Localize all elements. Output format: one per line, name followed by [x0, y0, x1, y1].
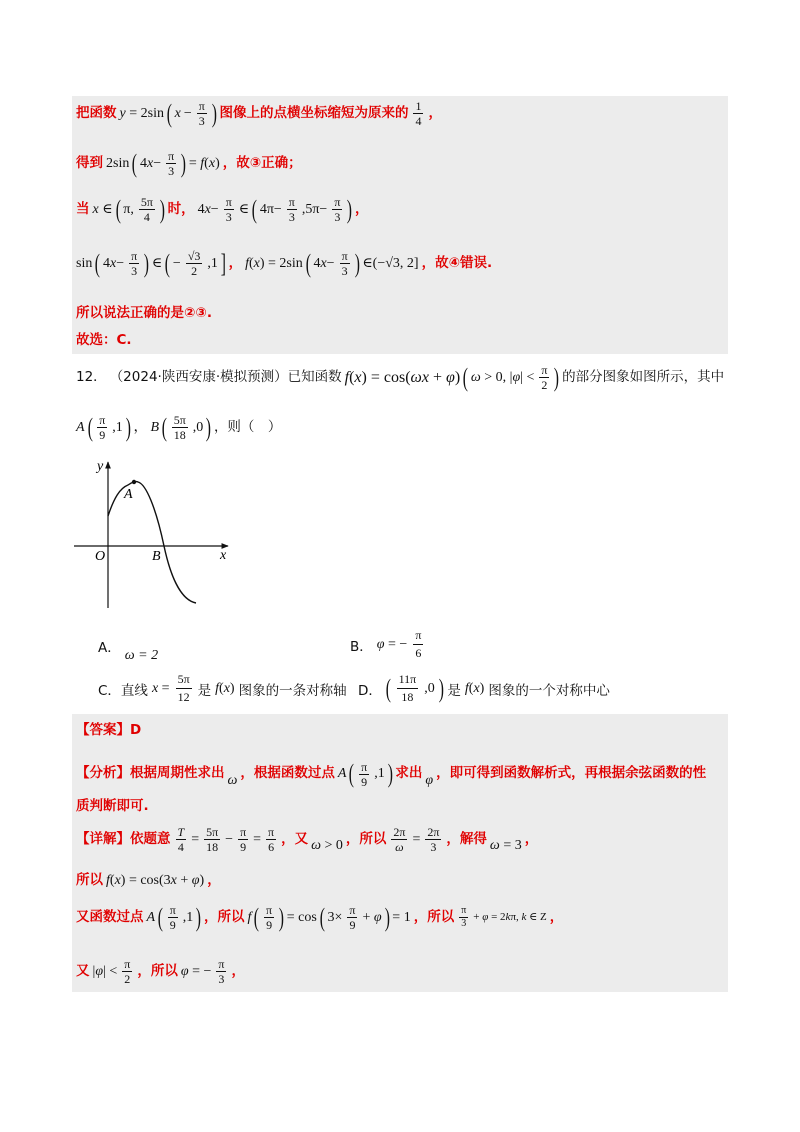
- analysis-line-2: 质判断即可.: [76, 798, 149, 814]
- option-b[interactable]: B． φ = − $\frac{\pi}{6}$: [350, 628, 422, 660]
- analysis-line-1: 【分析】根据周期性求出 ω ，根据函数过点 A ( $\frac{\pi}{9}$ ,1 ) 求出 φ ，即可得到函数解析式，再根据余弦函数的性: [76, 759, 707, 789]
- option-c[interactable]: C．直线 x = $\frac{5\pi}{12}$ 是 f(x) 图象的一条对称轴: [98, 672, 347, 704]
- solution-line-3: 当 x ∈ ( π, $\frac{5\pi}{4}$ ) 时， 4x− $\frac{\pi}{3}$ ∈ ( 4π− $\frac{\pi}{3}$ ,5π− $\frac{\pi}{3}$ ) ，: [76, 194, 369, 224]
- question-12-stem: 12． （2024·陕西安康·模拟预测）已知函数 f(x) = cos(ωx + φ) ( ω > 0, |φ| < $\frac{\pi}{2}$ ) 的部分图象如图所示，其中: [76, 362, 725, 392]
- detail-line-2: 所以 f(x) = cos(3x + φ) ，: [76, 872, 221, 889]
- question-12-points: A ( $\frac{\pi}{9}$ ,1 ) ， B ( $\frac{5\pi}{18}$ ,0 ) ，则（ ）: [76, 412, 282, 442]
- y-axis-label: y: [97, 459, 104, 474]
- solution-line-4: sin ( 4x− $\frac{\pi}{3}$ ) ∈ ( − $\frac{√3}{2}$ ,1 ] ， f(x) = 2sin ( 4x− $\frac{\pi}{3}$ ) ∈(−√3, 2] ，故④错误.: [76, 248, 493, 278]
- option-a[interactable]: A． ω = 2: [98, 640, 159, 663]
- detail-line-4: 又 |φ| < $\frac{\pi}{2}$ ，所以 φ = − $\frac{\pi}{3}$ ，: [76, 957, 245, 986]
- option-d[interactable]: D． ( $\frac{11\pi}{18}$ ,0 ) 是 f(x) 图象的一个对称中心: [358, 672, 610, 704]
- solution-line-1: 把函数 y = 2sin ( x − $\frac{\pi}{3}$ ) 图像上的点横坐标缩短为原来的 $\frac{1}{4}$ ，: [76, 98, 442, 128]
- detail-line-3: 又函数过点 A ( $\frac{\pi}{9}$ ,1 ) ，所以 f ( $\frac{\pi}{9}$ ) = cos ( 3× $\frac{\pi}{9}$ + φ ) = 1 ，所以 $\frac{\pi}{3}$ + φ = 2kπ, k ∈ Z ，: [76, 902, 564, 932]
- solution-conclusion: 所以说法正确的是②③.: [76, 305, 212, 321]
- origin-label: O: [95, 549, 106, 564]
- point-b-label: B: [152, 549, 161, 564]
- x-axis-label: x: [220, 548, 227, 563]
- point-a-dot: [132, 480, 136, 484]
- solution-line-2: 得到 2sin ( 4x− $\frac{\pi}{3}$ ) = f(x) ，故③正确；: [76, 148, 302, 178]
- function-graph: [70, 458, 240, 618]
- solution-choice: 故选：C.: [76, 332, 132, 348]
- cosine-curve: [108, 482, 196, 603]
- answer-label: 【答案】D: [76, 722, 142, 738]
- point-a-label: A: [124, 487, 133, 502]
- detail-line-1: 【详解】依题意 $\frac{T}{4}$ = $\frac{5\pi}{18}$ − $\frac{\pi}{9}$ = $\frac{\pi}{6}$ ，又 ω > 0 ，所以 $\frac{2\pi}{\omega}$ = $\frac{2\pi}{3}$ ，解得 ω = 3 ，: [76, 825, 539, 854]
